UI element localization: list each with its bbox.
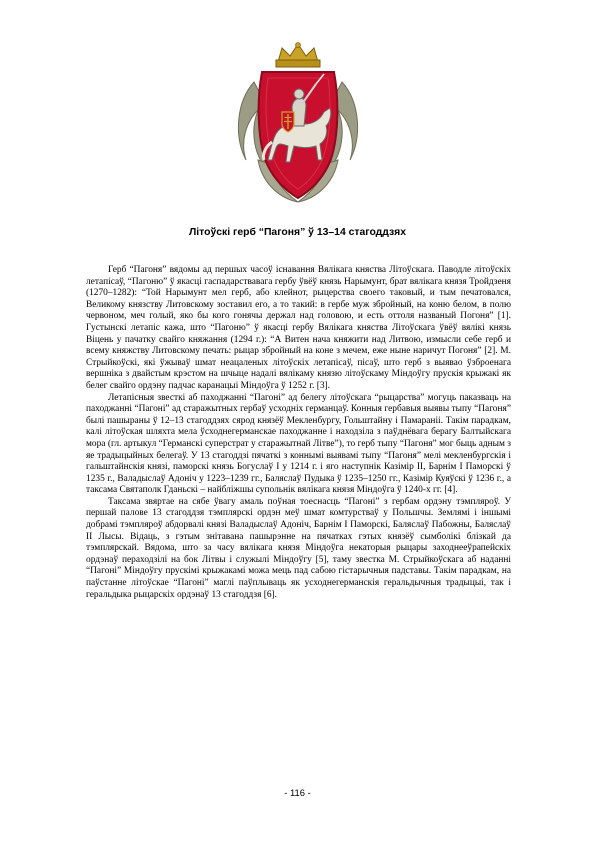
double-cross-shield xyxy=(282,112,294,132)
page-number: - 116 - xyxy=(284,787,311,798)
article-body xyxy=(86,265,511,601)
crown xyxy=(276,43,320,67)
paragraph: Герб “Пагоня” вядомы ад першых часоў існавання Вялікага княства Літоўскага. Паводле літоўскіх летапісаў, “Пагоню” ў якасці гаспадарствавага гербу ўвёў князь Нарымунт, брат вялікага князя Тройдзеня (1270–1282): “Той Нарымунт мел герб, або клейнот, рыцерства своего таковый, и тым печатовался, Великому князству Литовскому зоставил его, а то такий: в гербе муж збройный, на коню белом, в полю червоном, меч голый, яко бы кого гонячы держал над головою, и есть оттоля названый Погоня” [1]. Густынскі летапіс кажа, што “Пагоню” ў якасці гербу Вялікага княства Літоўскага ўвёў вялікі князь Віцень у пачатку свайго княжання (1294 г.): “А Витен нача княжити над Литвою, измысли себе герб и всему княжству Литовскому печать: рыцар збройный на коне з мечем, еже ныне наричут Погоня” [2]. М. Стрыйкоўскі, які ўжываў шмат неацаленых літоўскіх летапісаў, пісаў, што герб з выявао ўзброенага вершніка з двайстым крэстом на шчыце надалі вялікаму князю літоўскаму Міндоўгу прускія крыжакі як белег свайго ордэну падчас каранацыі Міндоўга ў 1252 г. [3]. xyxy=(86,265,511,391)
paragraph: Летапісныя звесткі аб паходжанні “Пагоні” ад белегу літоўскага “рыцарства” могуць паказваць на паходжанні “Пагоні” ад старажытных гербаў усходніх германцаў. Конныя гербавыя выявы тыпу “Пагоня” былі пашыраны ў 12–13 стагоддзях сярод князёў Мекленбургу, Гольштайну і Памараніі. Такім парадкам, калі літоўская шляхта мела ўсходнегерманскае паходжанне і находзіла з паўднёвага берагу Балтыйскага мора (гл. артыкул “Германскі суперстрат у старажытнай Літве”), то герб тыпу “Пагоня” мог быць адным з яе традыцыйных белегаў. У 13 стагоддзі пячаткі з коннымі выявамі тыпу “Пагоня” мелі мекленбургскія і гальштайнскія князі, паморскі князь Богуслаў І у 1214 г. і яго наступнік Казімір ІІ, Барнім І Паморскі ў 1235 г., Валадыслаў Адоніч у 1223–1239 гг., Баляслаў Пудыка ў 1235–1250 гг., Казімір Куяўскі ў 1236 г., а таксама Святаполк Гданьскі – найбліжшы супольнік вялікага князя Міндоўга ў 1240-х гг. [4]. xyxy=(86,392,511,496)
paragraph: Таксама звяртае на сябе ўвагу амаль поўная тоеснасць “Пагоні” з гербам ордэну тэмпляроў. У першай палове 13 стагоддзя тэмплярскі ордэн меў шмат комтурстваў у Польшчы. Землямі і іншымі добрамі тэмпляроў абдорвалі князі Валадыслаў Адоніч, Барнім І Паморскі, Баляслаў Пабожны, Баляслаў ІІ Лысы. Відаць, з гэтым знітавана пашырэнне на пячатках гэтых князёў сымболікі блізкай да тэмплярскай. Вядома, што за часу вялікага князя Міндоўга некаторыя рыцары заходнееўрапейскіх ордэнаў пераходзілі на бок Літвы і служылі Міндоўгу [5], таму звестка М. Стрыйкоўскага аб наданні “Пагоні” Міндоўгу прускімі крыжакамі можа мець пад сабою гістарычныя падставы. Такім парадкам, на паўстанне літоўскае “Пагоні” маглі паўплываць як усходнегерманскія геральдычныя традыцыі, так і геральдыка рыцарскіх ордэнаў 13 стагоддзя [6]. xyxy=(86,496,511,600)
figure-caption: Літоўскі герб “Пагоня” ў 13–14 стагоддзях xyxy=(189,227,406,238)
pahonia-coat-of-arms xyxy=(232,42,364,212)
